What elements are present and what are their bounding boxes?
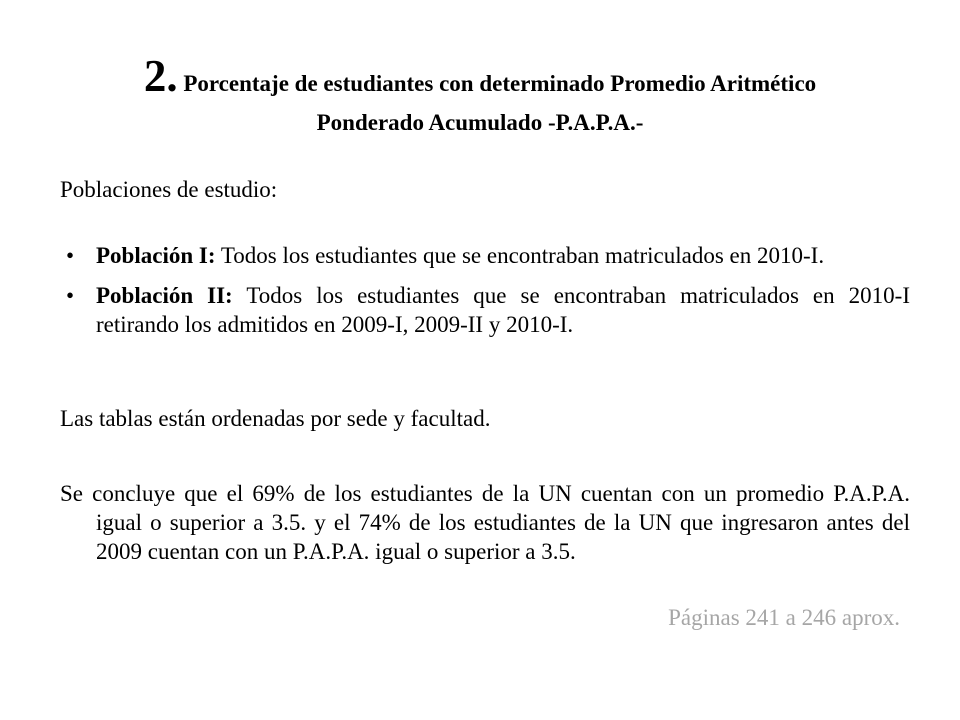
population-2-label: Población II: [96,283,233,308]
population-2-text: Todos los estudiantes que se encontraban matriculados en 2010-I retirando los admitidos en 2009-I, 2009-II y 2010-I. [96,283,910,337]
list-item-population-1 [60,241,910,270]
title-line-2: Ponderado Acumulado -P.A.P.A.- [316,110,644,135]
list-item-population-2 [60,281,910,339]
title-number: 2. [143,51,178,101]
population-list [60,241,910,350]
bullet-icon: • [66,243,75,268]
title-text-1: Porcentaje de estudiantes con determinado Promedio Aritmético [183,71,817,96]
pages-reference: Páginas 241 a 246 aprox. [668,605,900,630]
population-1-label: Población I: [96,243,216,268]
conclusion-text: Se concluye que el 69% de los estudiantes de la UN cuentan con un promedio P.A.P.A. igual o superior a 3.5. y el 74% de los estudiantes de la UN que ingresaron antes del 2009 cuentan con un P.A.P.A. igual o superior a 3.5. [60,481,910,564]
slide-title [60,46,900,138]
bullet-icon: • [66,283,75,308]
population-1-text: Todos los estudiantes que se encontraban matriculados en 2010-I. [220,243,825,268]
title-line-1 [60,46,900,114]
populations-label: Poblaciones de estudio: [60,177,278,202]
sorted-note: Las tablas están ordenadas por sede y facultad. [60,406,491,431]
